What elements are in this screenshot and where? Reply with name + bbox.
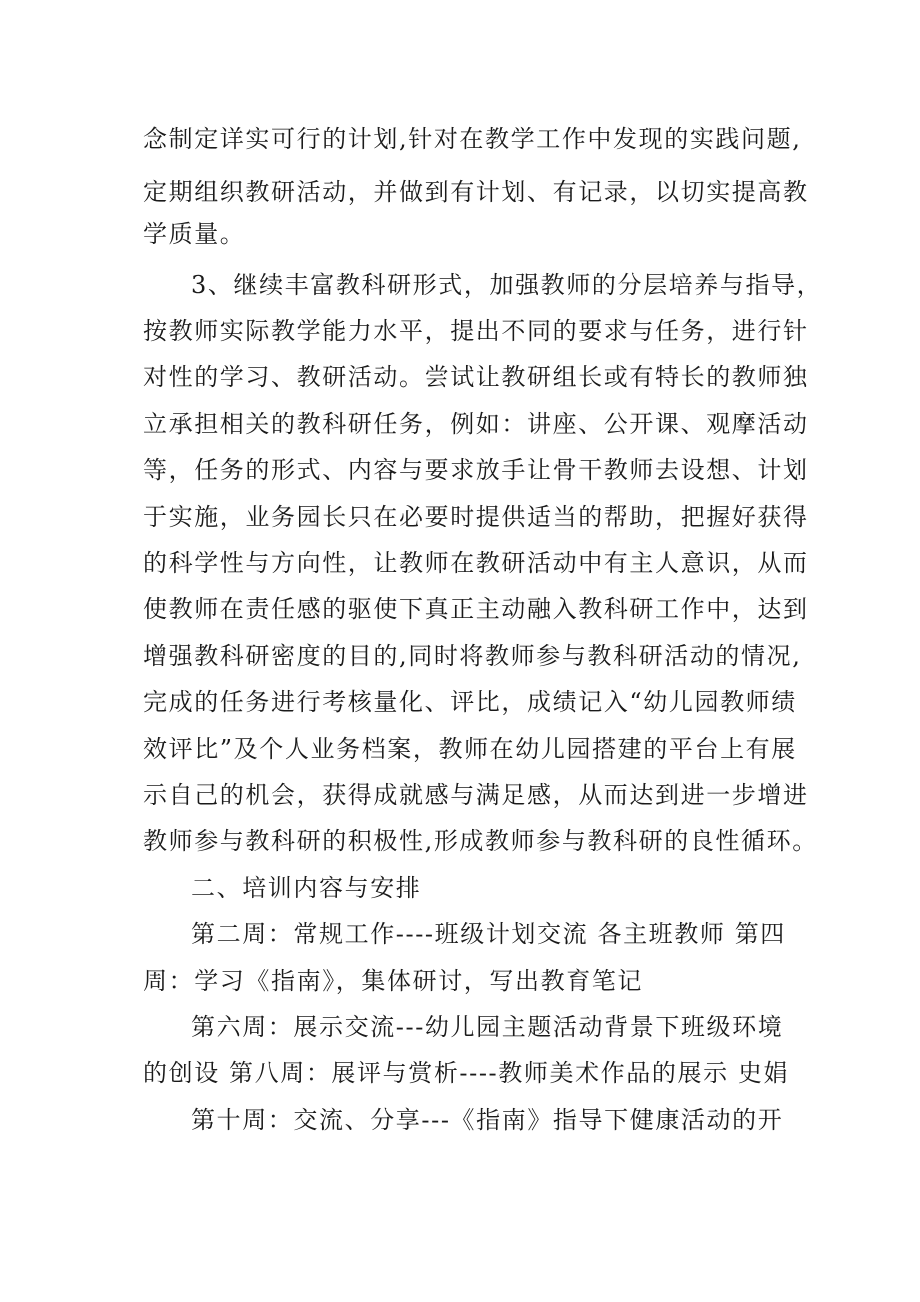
text-line-5: 按教师实际教学能力水平，提出不同的要求与任务，进行针 — [143, 317, 809, 345]
text-line-18: 第二周：常规工作----班级计划交流 各主班教师 第四 — [191, 920, 786, 948]
text-line-6: 对性的学习、教研活动。尝试让教研组长或有特长的教师独 — [143, 363, 809, 391]
text-line-11: 使教师在责任感的驱使下真正主动融入教科研工作中，达到 — [143, 595, 809, 623]
text-line-10: 的科学性与方向性，让教师在教研活动中有主人意识，从而 — [143, 549, 809, 577]
text-line-15: 示自己的机会，获得成就感与满足感，从而达到进一步增进 — [143, 781, 809, 809]
text-line-22: 第十周：交流、分享---《指南》指导下健康活动的开 — [191, 1106, 784, 1134]
text-line-14: 效评比”及个人业务档案，教师在幼儿园搭建的平台上有展 — [143, 735, 797, 763]
text-line-13: 完成的任务进行考核量化、评比，成绩记入“幼儿园教师绩 — [143, 688, 797, 716]
text-line-7: 立承担相关的教科研任务，例如：讲座、公开课、观摩活动 — [143, 410, 809, 438]
text-line-2: 定期组织教研活动，并做到有计划、有记录，以切实提高教 — [143, 178, 809, 206]
text-line-1: 念制定详实可行的计划,针对在教学工作中发现的实践问题, — [143, 125, 802, 153]
text-line-9: 于实施，业务园长只在必要时提供适当的帮助，把握好获得 — [143, 503, 809, 531]
text-line-12: 增强教科研密度的目的,同时将教师参与教科研活动的情况, — [143, 642, 802, 670]
text-line-16: 教师参与教科研的积极性,形成教师参与教科研的良性循环。 — [143, 827, 818, 855]
text-line-21: 的创设 第八周：展评与赏析----教师美术作品的展示 史娟 — [143, 1059, 790, 1087]
text-line-20: 第六周：展示交流---幼儿园主题活动背景下班级环境 — [191, 1013, 784, 1041]
text-line-3: 学质量。 — [143, 220, 246, 248]
text-line-4: 3、继续丰富教科研形式，加强教师的分层培养与指导， — [191, 271, 823, 299]
section-heading: 二、培训内容与安排 — [191, 874, 422, 902]
text-line-19: 周：学习《指南》，集体研讨，写出教育笔记 — [143, 967, 643, 995]
text-line-8: 等，任务的形式、内容与要求放手让骨干教师去设想、计划 — [143, 456, 809, 484]
